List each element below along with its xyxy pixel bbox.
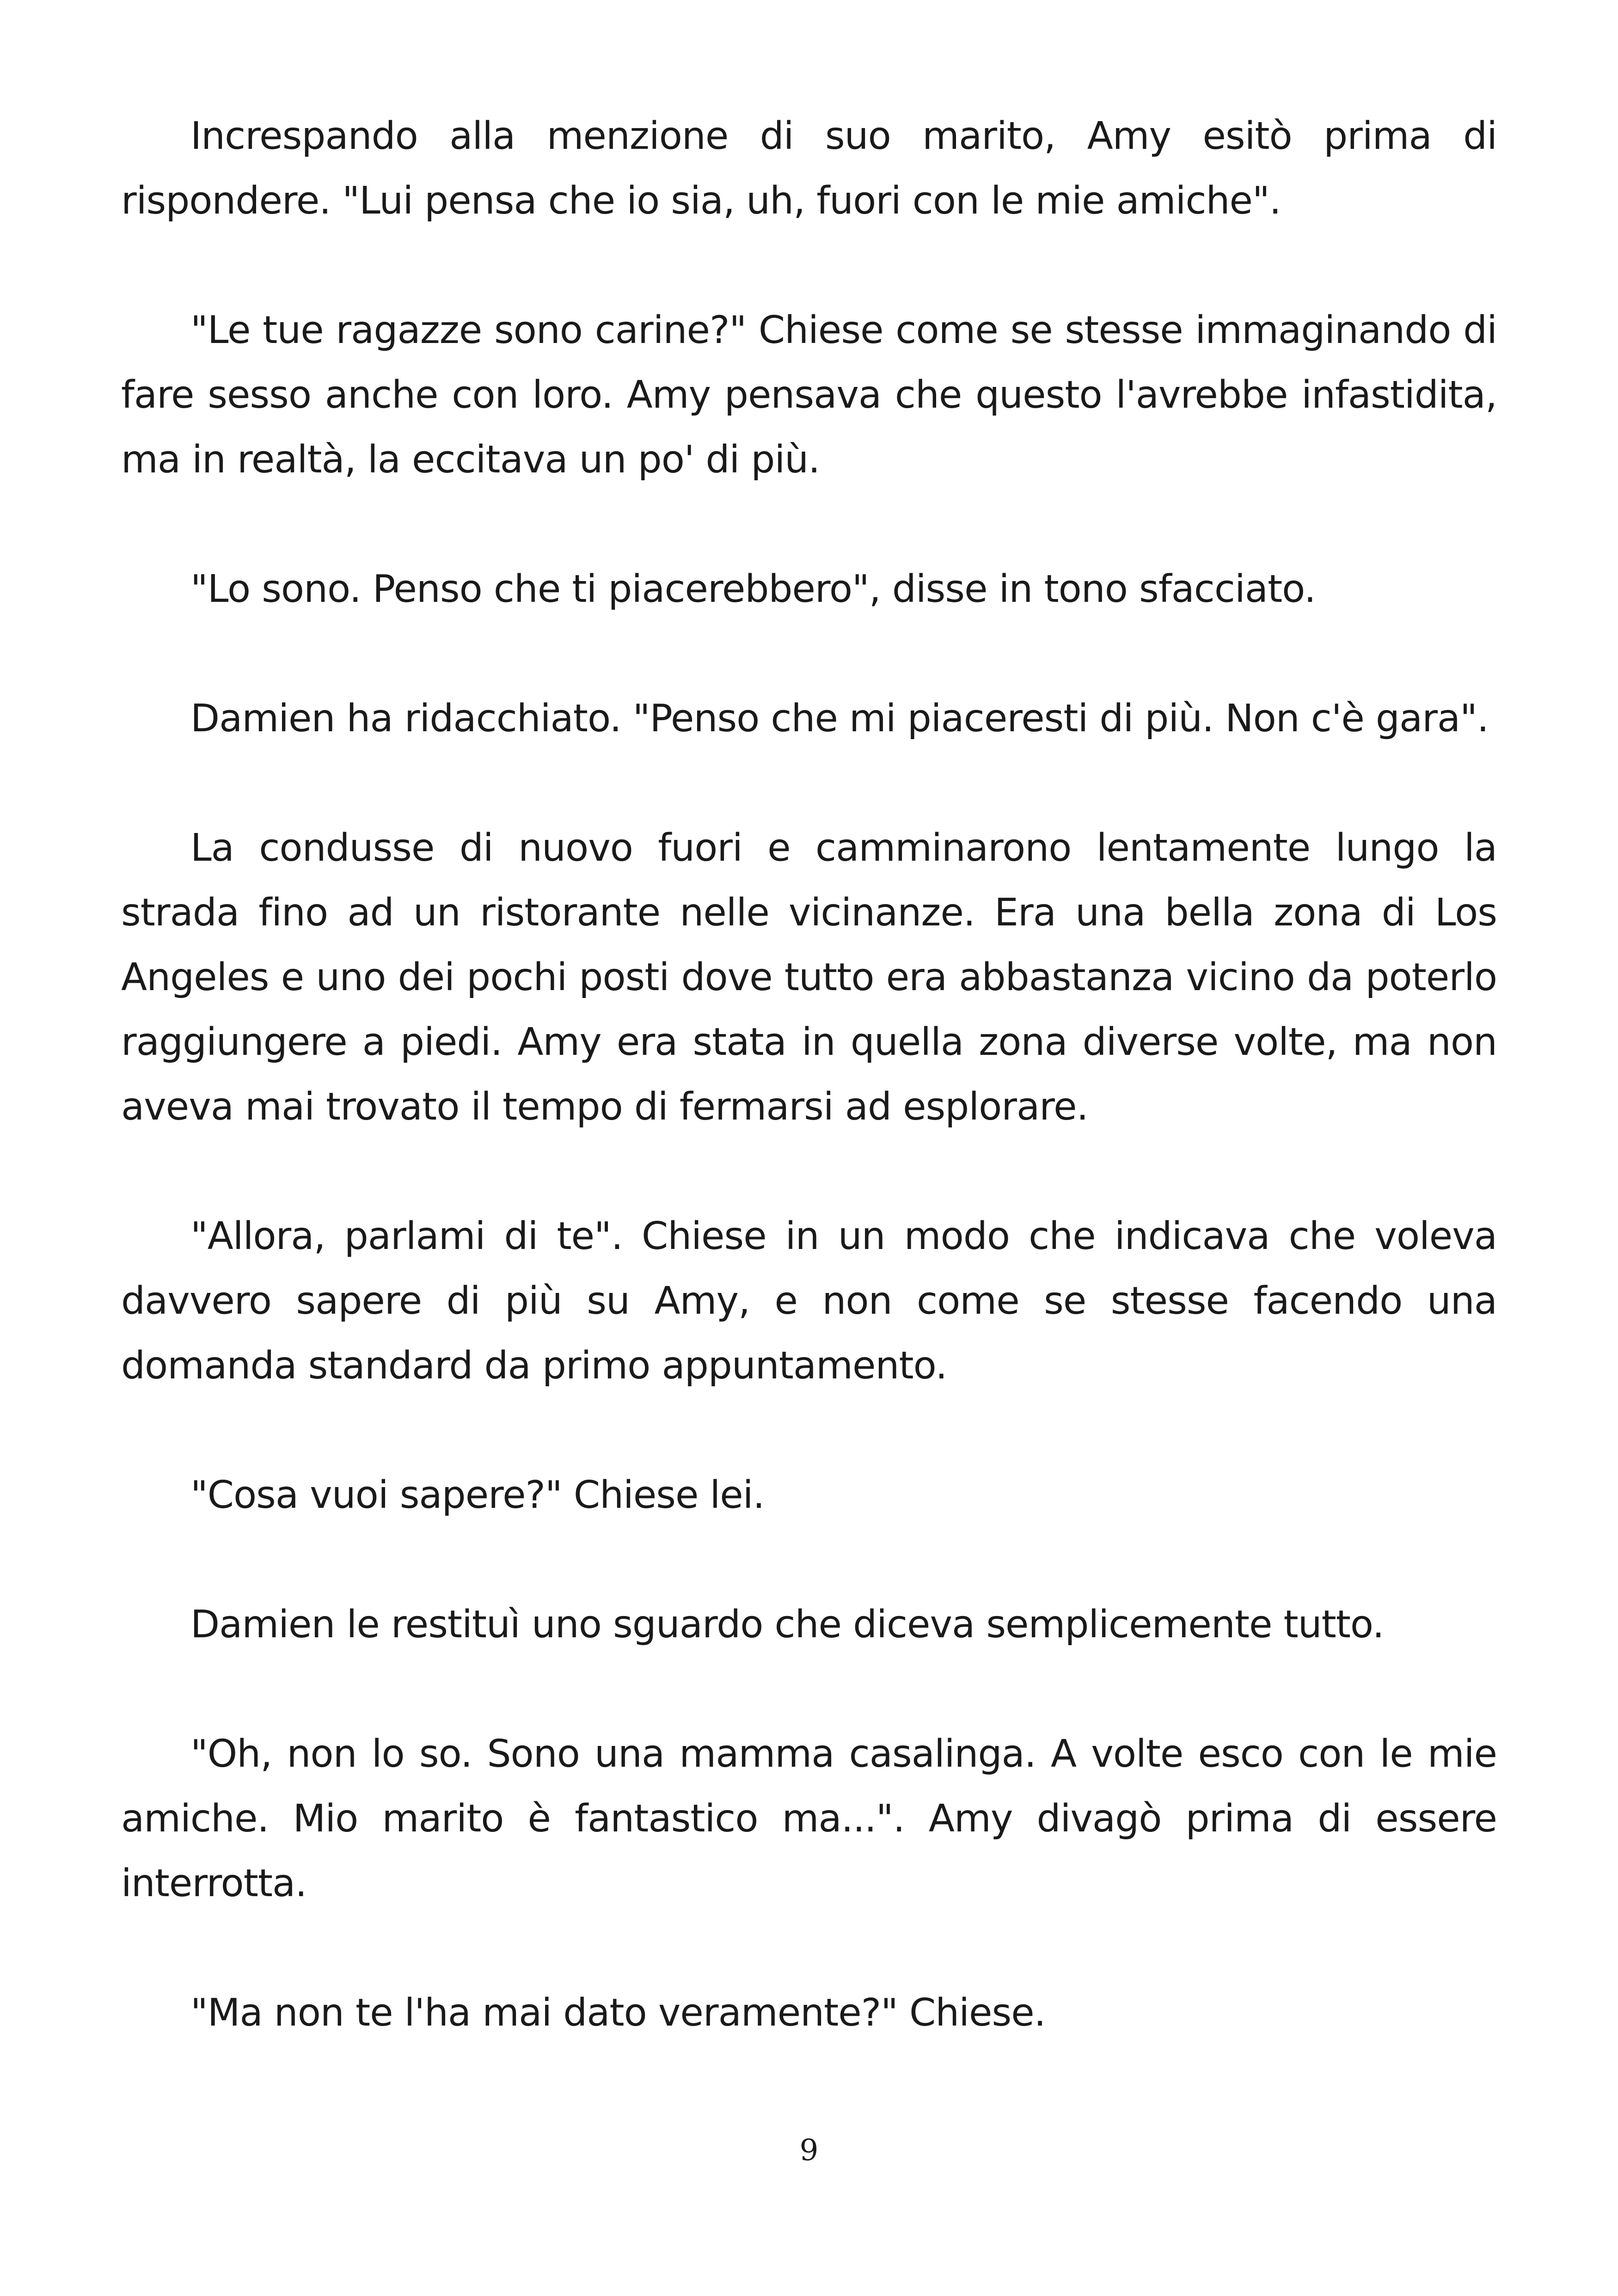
paragraph-4: Damien ha ridacchiato. "Penso che mi piaceresti di più. Non c'è gara". bbox=[190, 697, 1489, 741]
paragraph-5: La condusse di nuovo fuori e camminarono lentamente lungo la strada fino ad un ristorante nelle vicinanze. Era una bella zona di Los Angeles e uno dei pochi posti dove tutto era abbastanza vicino da poterlo raggiungere a piedi. Amy era stata in quella zona diverse volte, ma non aveva mai trovato il tempo di fermarsi ad esplorare. bbox=[121, 826, 1497, 1129]
paragraph-3: "Lo sono. Penso che ti piacerebbero", disse in tono sfacciato. bbox=[190, 567, 1316, 611]
paragraph-10: "Ma non te l'ha mai dato veramente?" Chiese. bbox=[190, 1991, 1046, 2035]
page-body-text bbox=[121, 104, 1497, 2110]
paragraph-7: "Cosa vuoi sapere?" Chiese lei. bbox=[190, 1473, 765, 1517]
paragraph-2: "Le tue ragazze sono carine?" Chiese come se stesse immaginando di fare sesso anche con loro. Amy pensava che questo l'avrebbe infastidita, ma in realtà, la eccitava un po' di più. bbox=[121, 308, 1497, 482]
paragraph-6: "Allora, parlami di te". Chiese in un modo che indicava che voleva davvero sapere di più su Amy, e non come se stesse facendo una domanda standard da primo appuntamento. bbox=[121, 1214, 1497, 1388]
page-number: 9 bbox=[799, 2133, 819, 2167]
paragraph-1: Increspando alla menzione di suo marito, Amy esitò prima di rispondere. "Lui pensa che io sia, uh, fuori con le mie amiche". bbox=[121, 114, 1497, 223]
paragraph-8: Damien le restituì uno sguardo che diceva semplicemente tutto. bbox=[190, 1603, 1384, 1647]
paragraph-9: "Oh, non lo so. Sono una mamma casalinga. A volte esco con le mie amiche. Mio marito è fantastico ma...". Amy divagò prima di essere interrotta. bbox=[121, 1732, 1497, 1905]
